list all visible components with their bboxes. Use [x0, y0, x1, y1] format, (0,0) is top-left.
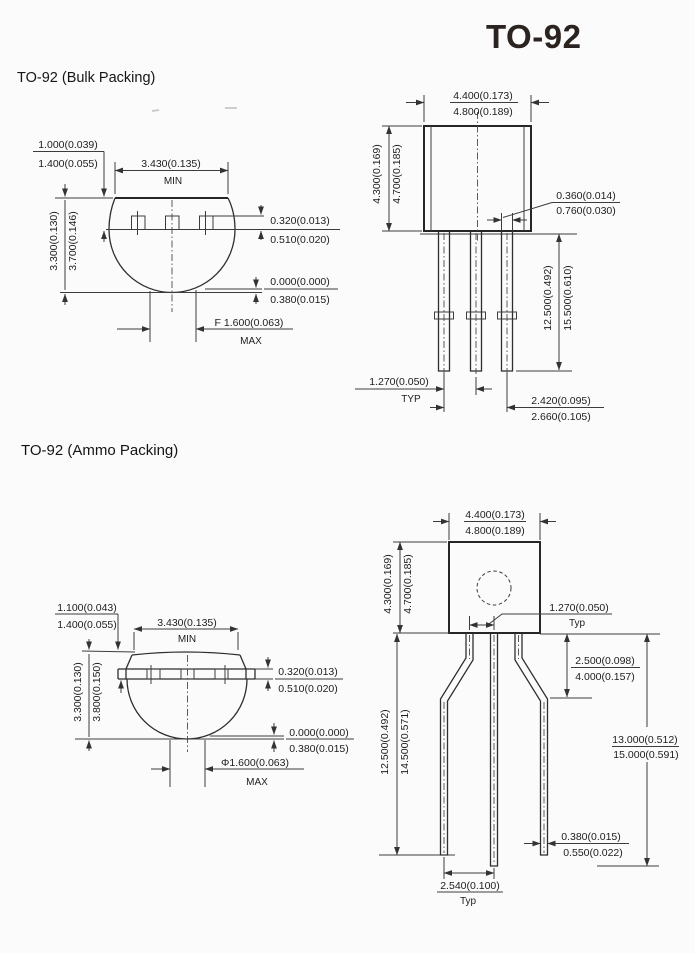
ammo-side-body-height-max: 4.700(0.185): [402, 554, 414, 614]
ammo-front-lead-thickness-min: 0.320(0.013): [278, 666, 338, 678]
bulk-front-view-drawing: [33, 139, 340, 347]
bulk-front-lead-offset-min: 1.000(0.039): [38, 139, 98, 151]
scan-smudge: [152, 108, 237, 111]
ammo-side-body-width-max: 4.800(0.189): [465, 525, 525, 537]
bulk-front-flat-width-value: 3.430(0.135): [141, 158, 201, 170]
ammo-front-body-depth-max: 3.800(0.150): [91, 662, 103, 722]
section-label-bulk-packing: TO-92 (Bulk Packing): [17, 70, 156, 86]
bulk-side-lead-pitch-value: 1.270(0.050): [369, 376, 429, 388]
ammo-side-total-lead-length-max: 15.000(0.591): [613, 749, 679, 761]
ammo-side-outer-pitch-qualifier: Typ: [459, 896, 477, 907]
ammo-side-view-drawing: [379, 509, 679, 907]
ammo-side-outer-lead-length-max: 14.500(0.571): [399, 709, 411, 775]
ammo-side-inner-pitch-value: 1.270(0.050): [549, 602, 609, 614]
bulk-front-body-depth-max: 3.700(0.146): [67, 211, 79, 271]
bulk-side-view-drawing: [355, 90, 620, 423]
ammo-front-body-outline: [126, 652, 247, 739]
bulk-side-body-height-max: 4.700(0.185): [391, 144, 403, 204]
bulk-side-body-height-min: 4.300(0.169): [371, 144, 383, 204]
bulk-front-lead-offset-max: 1.400(0.055): [38, 158, 98, 170]
bulk-front-flat-width-qualifier: MIN: [163, 176, 183, 187]
ammo-side-body-height-min: 4.300(0.169): [382, 554, 394, 614]
ammo-front-standoff-min: 0.000(0.000): [289, 727, 349, 739]
bulk-side-lead-span-min: 2.420(0.095): [531, 395, 591, 407]
ammo-side-inner-pitch-qualifier: Typ: [568, 618, 586, 629]
ammo-side-outer-lead-length-min: 12.500(0.492): [379, 709, 391, 775]
ammo-front-view-drawing: [55, 602, 354, 788]
bulk-front-standoff-min: 0.000(0.000): [270, 276, 330, 288]
ammo-side-kink-length-min: 2.500(0.098): [575, 655, 635, 667]
bulk-front-bottom-flat-value: F 1.600(0.063): [214, 317, 284, 329]
bulk-side-lead-width-max: 0.760(0.030): [556, 205, 616, 217]
ammo-front-flat-width-qualifier: MIN: [177, 634, 197, 645]
ammo-side-sprue-circle: [477, 571, 511, 605]
ammo-side-kink-length-max: 4.000(0.157): [575, 671, 635, 683]
ammo-front-standoff-max: 0.380(0.015): [289, 743, 349, 755]
ammo-front-flat-width-value: 3.430(0.135): [157, 617, 217, 629]
ammo-front-bottom-flat-value: Φ1.600(0.063): [221, 757, 289, 769]
section-label-ammo-packing: TO-92 (Ammo Packing): [21, 442, 179, 459]
bulk-side-lead-pitch-qualifier: TYP: [401, 394, 421, 405]
ammo-front-lead-offset-min: 1.100(0.043): [57, 602, 117, 614]
bulk-side-lead-width-min: 0.360(0.014): [556, 190, 616, 202]
bulk-front-body-depth-min: 3.300(0.130): [48, 211, 60, 271]
ammo-front-lead-thickness-max: 0.510(0.020): [278, 683, 338, 695]
ammo-side-lead-width-min: 0.380(0.015): [561, 831, 621, 843]
page-title: TO-92: [486, 18, 582, 55]
ammo-front-body-depth-min: 3.300(0.130): [72, 662, 84, 722]
bulk-side-lead-length-min: 12.500(0.492): [542, 265, 554, 331]
bulk-front-bottom-flat-qualifier: MAX: [240, 336, 262, 347]
bulk-side-lead-length-max: 15.500(0.610): [562, 265, 574, 331]
ammo-front-bottom-flat-qualifier: MAX: [246, 777, 268, 788]
ammo-side-lead-width-max: 0.550(0.022): [563, 847, 623, 859]
bulk-side-lead-span-max: 2.660(0.105): [531, 411, 591, 423]
ammo-side-body-width-min: 4.400(0.173): [465, 509, 525, 521]
bulk-front-lead-thickness-max: 0.510(0.020): [270, 234, 330, 246]
bulk-side-body-width-min: 4.400(0.173): [453, 90, 513, 102]
bulk-front-lead-thickness-min: 0.320(0.013): [270, 215, 330, 227]
bulk-side-body-width-max: 4.800(0.189): [453, 106, 513, 118]
ammo-side-outer-pitch-value: 2.540(0.100): [440, 880, 500, 892]
bulk-front-standoff-max: 0.380(0.015): [270, 294, 330, 306]
ammo-front-lead-offset-max: 1.400(0.055): [57, 619, 117, 631]
ammo-side-total-lead-length-min: 13.000(0.512): [612, 734, 678, 746]
